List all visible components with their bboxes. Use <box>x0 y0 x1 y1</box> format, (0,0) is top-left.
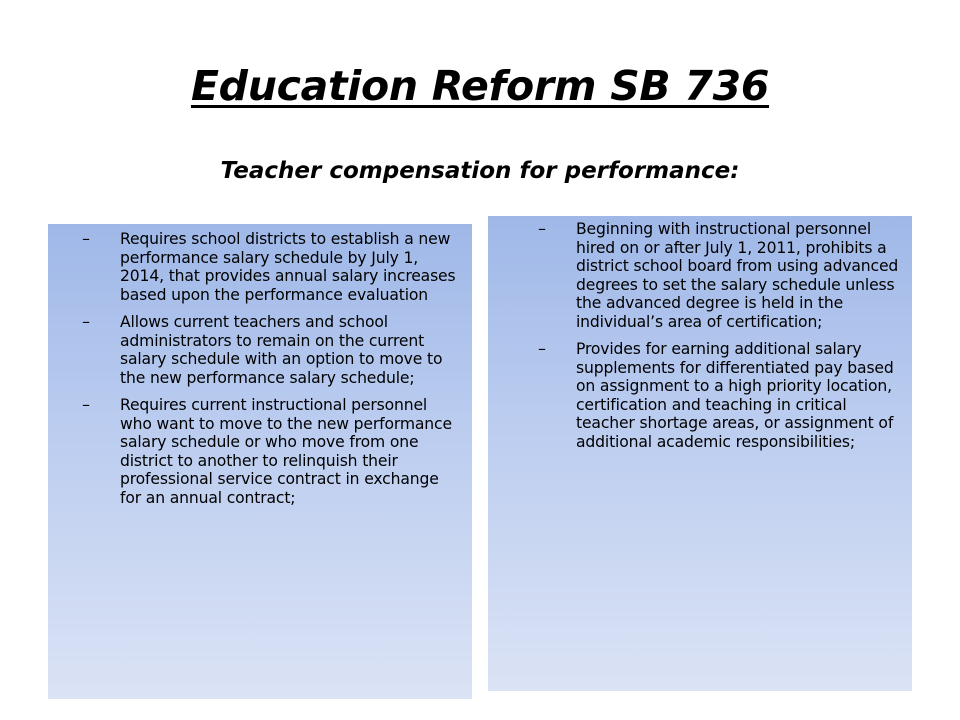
list-item <box>538 220 902 331</box>
right-text-panel <box>488 216 912 691</box>
list-item-text: Requires school districts to establish a new performance salary schedule by July 1, 2014, that provides annual salary increases based upon the performance evaluation <box>120 230 456 304</box>
list-item <box>82 396 462 507</box>
list-item-text: Requires current instructional personnel who want to move to the new performance salary schedule or who move from one district to another to relinquish their professional service contract in exchange for an annual contract; <box>120 396 452 507</box>
list-item-text: Beginning with instructional personnel hired on or after July 1, 2011, prohibits a district school board from using advanced degrees to set the salary schedule unless the advanced degree is held in the individual’s area of certification; <box>576 220 899 331</box>
left-bullet-list <box>82 230 462 507</box>
list-item <box>82 313 462 387</box>
left-text-panel <box>48 224 472 699</box>
list-item-text: Allows current teachers and school administrators to remain on the current salary schedule with an option to move to the new performance salary schedule; <box>120 313 443 387</box>
page-subtitle: Teacher compensation for performance: <box>220 158 740 184</box>
dash-bullet-icon: – <box>82 230 90 248</box>
dash-bullet-icon: – <box>538 340 546 358</box>
right-bullet-list <box>538 220 902 451</box>
dash-bullet-icon: – <box>82 313 90 331</box>
page-title: Education Reform SB 736 <box>190 62 770 110</box>
dash-bullet-icon: – <box>538 220 546 238</box>
list-item-text: Provides for earning additional salary supplements for differentiated pay based on assignment to a high priority location, certification and teaching in critical teacher shortage areas, or assignment of additional academic responsibilities; <box>576 340 894 451</box>
dash-bullet-icon: – <box>82 396 90 414</box>
list-item <box>538 340 902 451</box>
list-item <box>82 230 462 304</box>
